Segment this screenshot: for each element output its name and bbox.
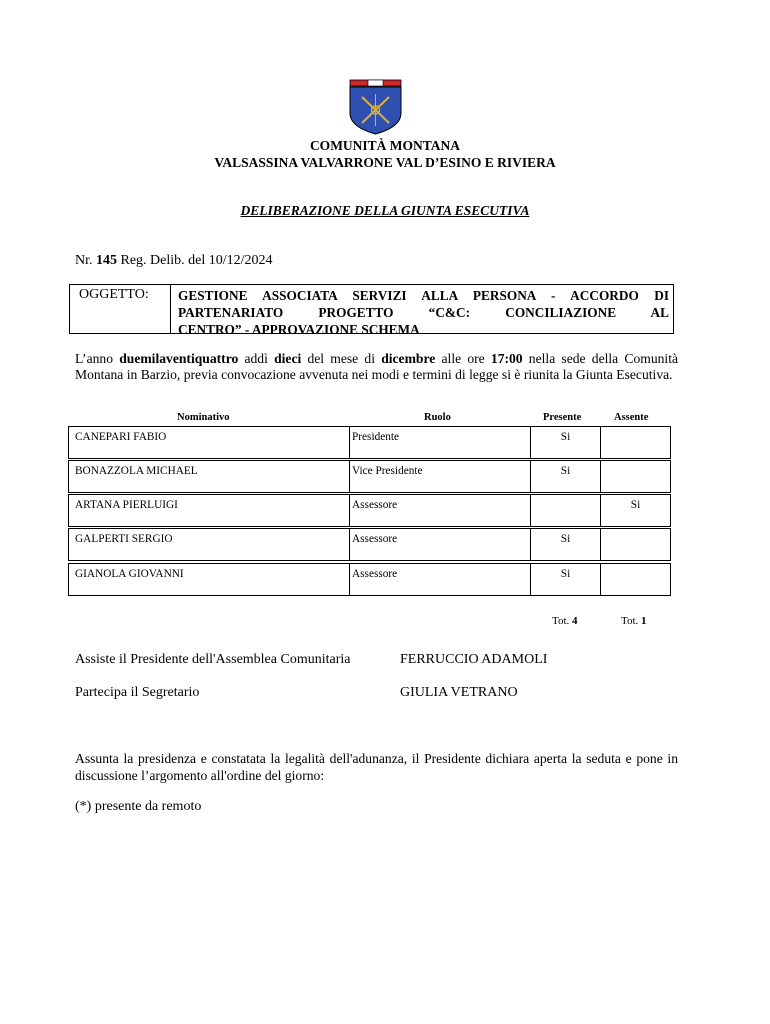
remote-note: (*) presente da remoto bbox=[75, 799, 202, 814]
intro-paragraph: L’anno duemilaventiquattro addì dieci del mese di dicembre alle ore 17:00 nella sede della Comunità Montana in Barzio, previa convocazione avvenuta nei modi e termini di legge si è riunita la Giunta Esecutiva. bbox=[75, 351, 679, 382]
column-header-present: Presente bbox=[543, 412, 582, 423]
registration-line: Nr. 145 Reg. Delib. del 10/12/2024 bbox=[75, 253, 273, 268]
table-row: GIANOLA GIOVANNI Assessore Si bbox=[68, 563, 671, 596]
organization-subtitle: VALSASSINA VALVARRONE VAL D’ESINO E RIVIERA bbox=[214, 155, 556, 170]
closing-paragraph: Assunta la presidenza e constatata la legalità dell'adunanza, il Presidente dichiara aperta la seduta e pone in discussione l’argomento all'ordine del giorno: bbox=[75, 751, 678, 783]
president-name: FERRUCCIO ADAMOLI bbox=[400, 652, 548, 667]
table-row: BONAZZOLA MICHAEL Vice Presidente Si bbox=[68, 460, 671, 493]
secretary-name: GIULIA VETRANO bbox=[400, 685, 518, 700]
registration-number: 145 bbox=[96, 253, 117, 268]
subject-box bbox=[69, 284, 674, 337]
president-label: Assiste il Presidente dell'Assemblea Comunitaria bbox=[75, 652, 351, 667]
total-absent: Tot. 1 bbox=[621, 615, 647, 627]
document-title: DELIBERAZIONE DELLA GIUNTA ESECUTIVA bbox=[240, 203, 530, 218]
organization-name: COMUNITÀ MONTANA bbox=[309, 138, 461, 153]
table-row: CANEPARI FABIO Presidente Si bbox=[68, 426, 671, 459]
subject-text: GESTIONE ASSOCIATA SERVIZI ALLA PERSONA - ACCORDO DI PARTENARIATO PROGETTO “C&C: CONCILIAZIONE AL CENTRO” - APPROVAZIONE SCHEMA bbox=[178, 288, 669, 337]
table-row: ARTANA PIERLUIGI Assessore Si bbox=[68, 494, 671, 527]
column-header-role: Ruolo bbox=[424, 412, 451, 423]
table-row: GALPERTI SERGIO Assessore Si bbox=[68, 528, 671, 561]
secretary-label: Partecipa il Segretario bbox=[75, 685, 200, 700]
coat-of-arms-icon bbox=[349, 79, 402, 135]
registration-date: 10/12/2024 bbox=[208, 253, 273, 268]
subject-label: OGGETTO: bbox=[70, 285, 171, 333]
total-present: Tot. 4 bbox=[552, 615, 578, 627]
column-header-name: Nominativo bbox=[177, 412, 230, 423]
column-header-absent: Assente bbox=[614, 412, 649, 423]
